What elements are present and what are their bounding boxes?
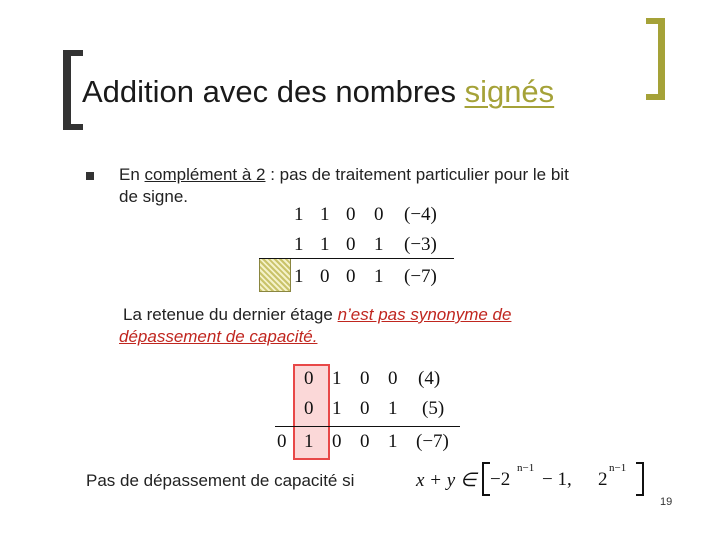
- sum-line-2: [275, 426, 460, 427]
- slide-title: [82, 74, 554, 110]
- bullet-underlined: complément à 2: [144, 165, 266, 184]
- sum-line-1: [259, 258, 454, 259]
- interval-left-exp: n−1: [517, 462, 535, 474]
- note-highlight-1: n’est pas synonyme de: [337, 305, 512, 324]
- interval-minus-one: − 1,: [542, 469, 572, 490]
- page-number: 19: [660, 496, 673, 508]
- note-line-2: [119, 326, 659, 348]
- bullet-square-icon: [86, 172, 94, 180]
- bullet-line-2: de signe.: [119, 187, 188, 206]
- interval-left: −2: [490, 469, 511, 490]
- left-bracket-icon: [482, 462, 490, 496]
- interval-right: 2: [598, 469, 608, 490]
- condition-text: Pas de dépassement de capacité si: [86, 471, 355, 490]
- right-bracket-icon: [636, 462, 644, 496]
- overflow-carry: 0: [277, 431, 287, 452]
- interval-right-exp: n−1: [609, 462, 627, 474]
- title-main: Addition avec des nombres: [82, 74, 465, 109]
- title-highlight: signés: [464, 74, 555, 109]
- bullet-line-1: En complément à 2 : pas de traitement particulier pour le bit: [119, 165, 569, 184]
- note-highlight-2: dépassement de capacité.: [119, 327, 318, 346]
- right-bracket-decoration: [640, 18, 670, 108]
- formula-lhs: x + y ∈: [416, 470, 477, 491]
- condition-formula: [412, 462, 652, 498]
- note-text: [119, 304, 659, 348]
- note-line-1: La retenue du dernier étage n’est pas synonyme de: [123, 305, 512, 324]
- carry-hatched-box: [259, 258, 291, 292]
- bullet-text: [119, 164, 679, 208]
